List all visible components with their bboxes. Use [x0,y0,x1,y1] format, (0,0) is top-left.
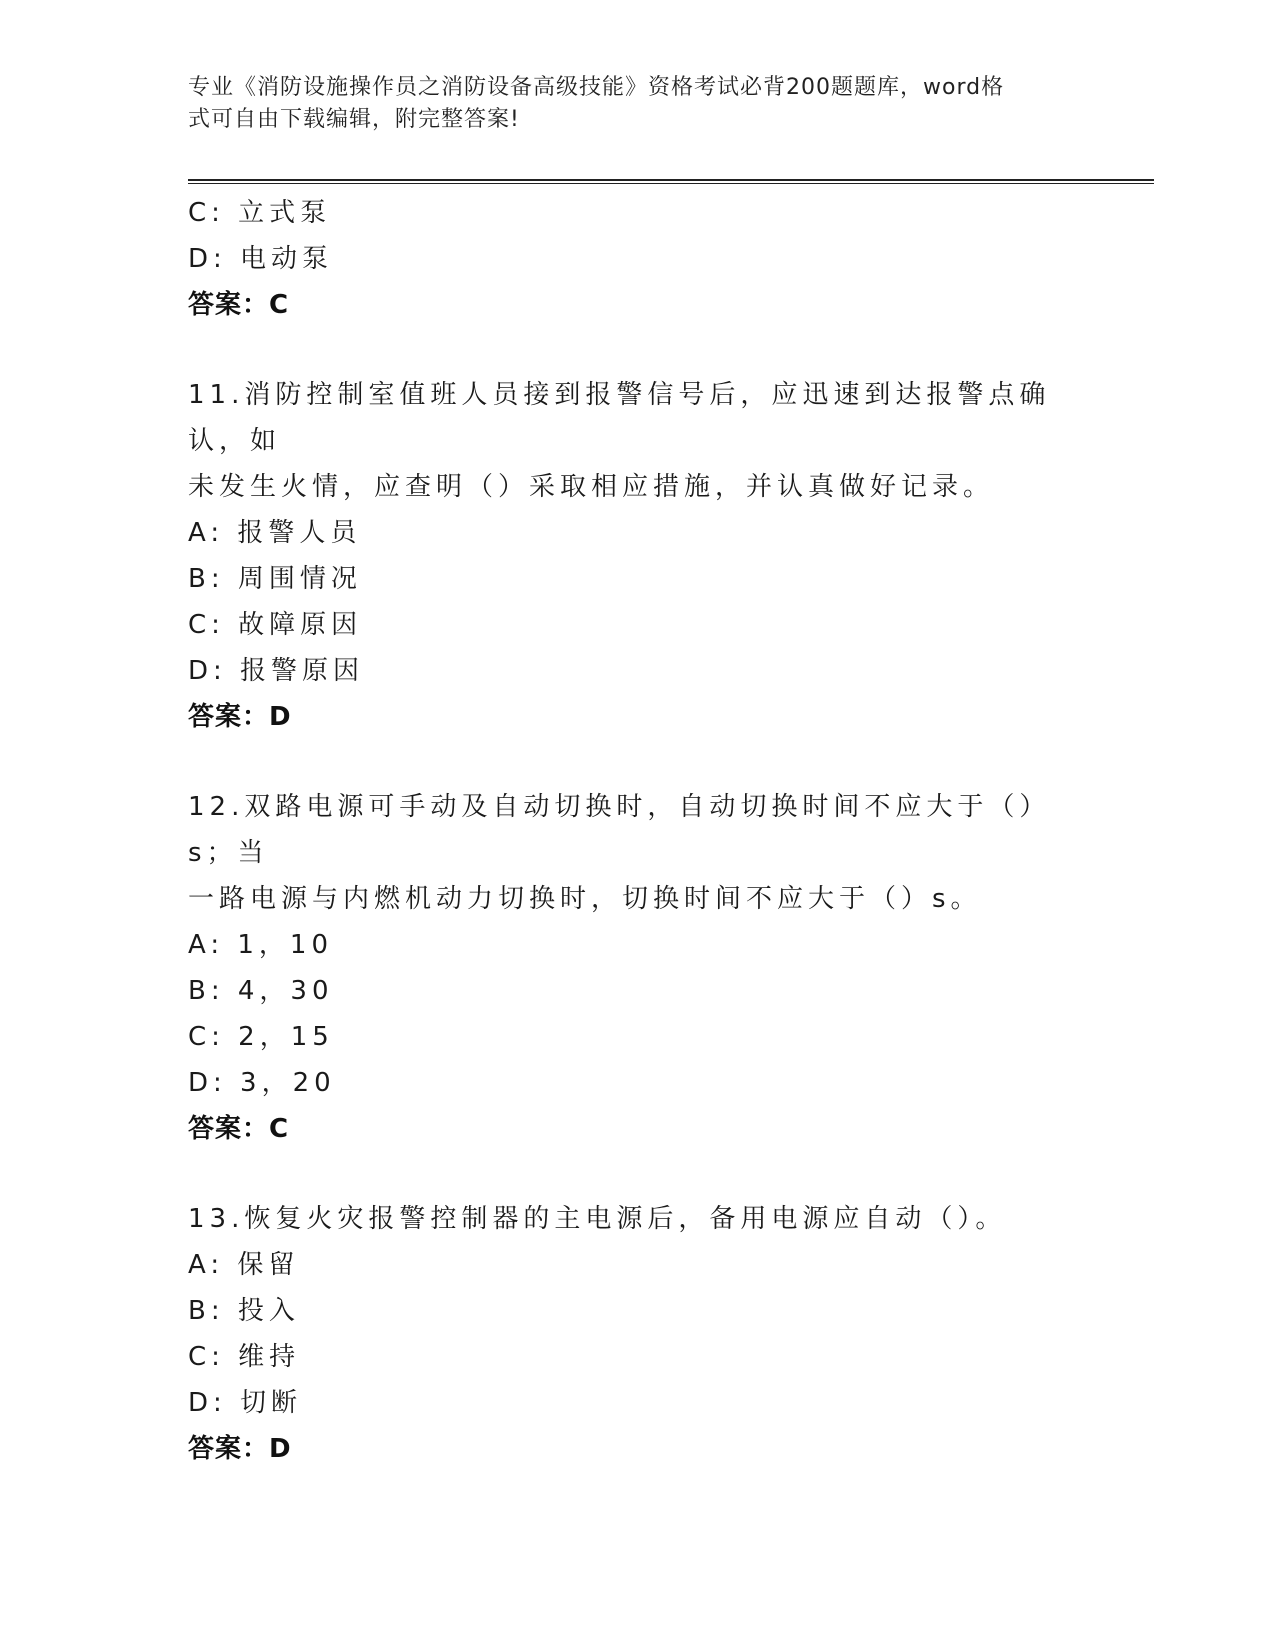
header-line-2: 式可自由下载编辑，附完整答案! [188,107,520,132]
question-stem-line-1: 11.消防控制室值班人员接到报警信号后，应迅速到达报警点确认，如 [188,380,1051,456]
option-c: C: 立式泵 [188,198,332,228]
answer-line: 答案：D [188,702,292,732]
option-d: D: 3，20 [188,1068,336,1098]
question-stem-line-2: 未发生火情，应查明（）采取相应措施，并认真做好记录。 [188,472,995,502]
question-11 [188,372,1088,740]
option-b: B: 周围情况 [188,564,362,594]
partial-question [188,190,1088,328]
question-list [188,190,1088,1472]
question-stem-line-1: 12.双路电源可手动及自动切换时，自动切换时间不应大于（）s；当 [188,792,1051,868]
option-a: A: 1，10 [188,930,333,960]
answer-line: 答案：C [188,290,290,320]
question-13 [188,1196,1088,1472]
question-stem-line-2: 一路电源与内燃机动力切换时，切换时间不应大于（）s。 [188,884,982,914]
answer-line: 答案：D [188,1434,292,1464]
header-divider [188,179,1154,184]
header-line-1: 专业《消防设施操作员之消防设备高级技能》资格考试必背200题题库，word格 [188,75,1005,100]
option-b: B: 4，30 [188,976,334,1006]
question-stem-line-1: 13.恢复火灾报警控制器的主电源后，备用电源应自动（）。 [188,1204,1007,1234]
option-a: A: 报警人员 [188,518,362,548]
option-c: C: 维持 [188,1342,301,1372]
option-a: A: 保留 [188,1250,300,1280]
option-d: D: 报警原因 [188,656,365,686]
option-c: C: 2，15 [188,1022,334,1052]
answer-line: 答案：C [188,1114,290,1144]
option-d: D: 切断 [188,1388,303,1418]
option-c: C: 故障原因 [188,610,363,640]
option-d: D: 电动泵 [188,244,334,274]
option-b: B: 投入 [188,1296,300,1326]
document-header [188,72,1068,136]
question-12 [188,784,1088,1152]
